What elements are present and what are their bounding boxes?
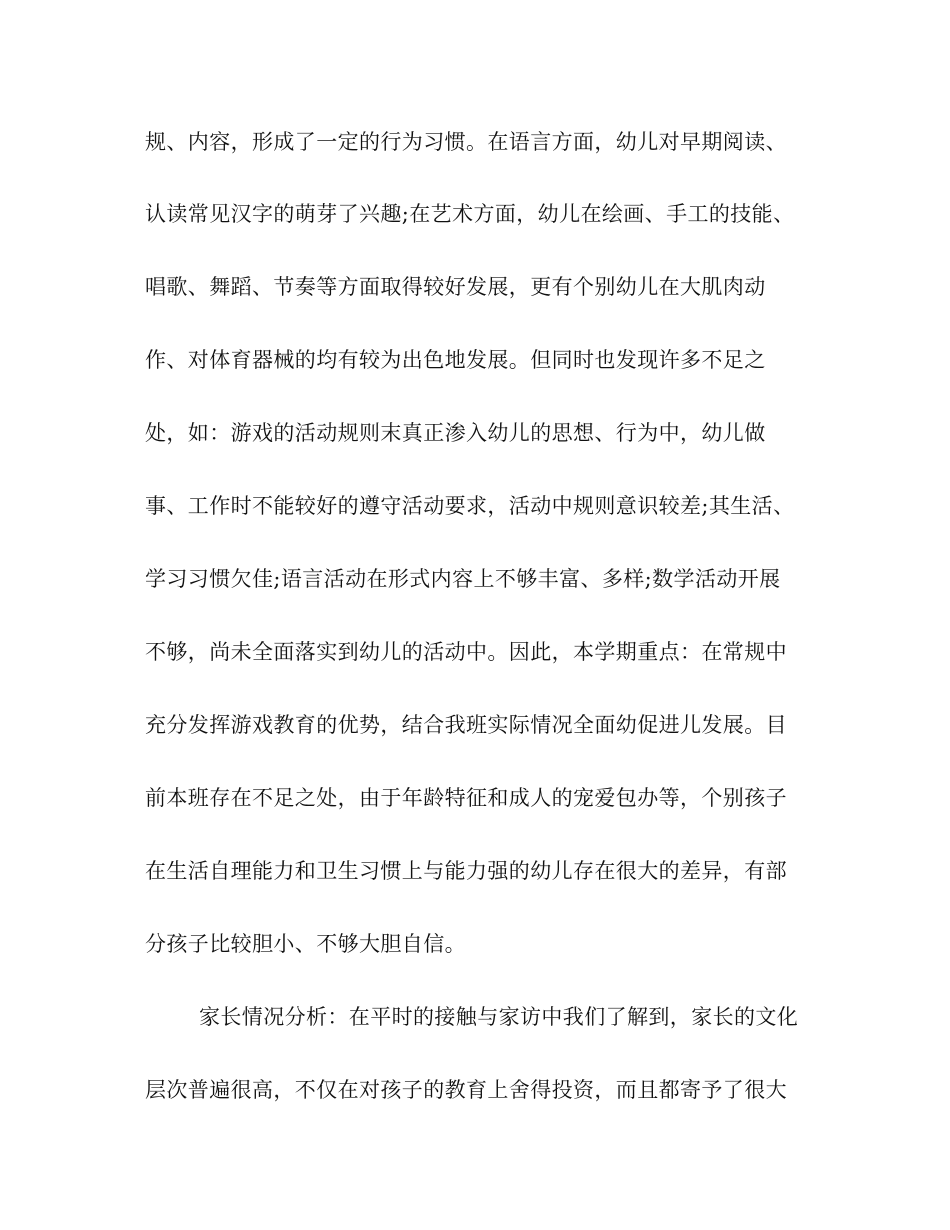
paragraph-line: 处，如：游戏的活动规则末真正渗入幼儿的思想、行为中，幼儿做 xyxy=(145,421,766,445)
paragraph-line: 充分发挥游戏教育的优势，结合我班实际情况全面幼促进儿发展。目 xyxy=(145,713,787,737)
paragraph-line: 规、内容，形成了一定的行为习惯。在语言方面，幼儿对早期阅读、 xyxy=(145,130,787,154)
paragraph-line: 层次普遍很高，不仅在对孩子的教育上舍得投资，而且都寄予了很大 xyxy=(145,1078,787,1102)
paragraph-first-line: 家长情况分析：在平时的接触与家访中我们了解到，家长的文化 xyxy=(199,1005,799,1029)
paragraph-line: 事、工作时不能较好的遵守活动要求，活动中规则意识较差;其生活、 xyxy=(145,494,795,518)
paragraph-line: 不够，尚未全面落实到幼儿的活动中。因此，本学期重点：在常规中 xyxy=(145,640,787,664)
paragraph-line: 在生活自理能力和卫生习惯上与能力强的幼儿存在很大的差异，有部 xyxy=(145,859,787,883)
paragraph-line: 学习习惯欠佳;语言活动在形式内容上不够丰富、多样;数学活动开展 xyxy=(145,567,781,591)
paragraph-line: 认读常见汉字的萌芽了兴趣;在艺术方面，幼儿在绘画、手工的技能、 xyxy=(145,202,795,226)
paragraph-line: 作、对体育器械的均有较为出色地发展。但同时也发现许多不足之 xyxy=(145,348,766,372)
paragraph-line: 前本班存在不足之处，由于年龄特征和成人的宠爱包办等，个别孩子 xyxy=(145,786,787,810)
paragraph-line: 唱歌、舞蹈、节奏等方面取得较好发展，更有个别幼儿在大肌肉动 xyxy=(145,275,766,299)
paragraph-line: 分孩子比较胆小、不够大胆自信。 xyxy=(145,932,466,956)
